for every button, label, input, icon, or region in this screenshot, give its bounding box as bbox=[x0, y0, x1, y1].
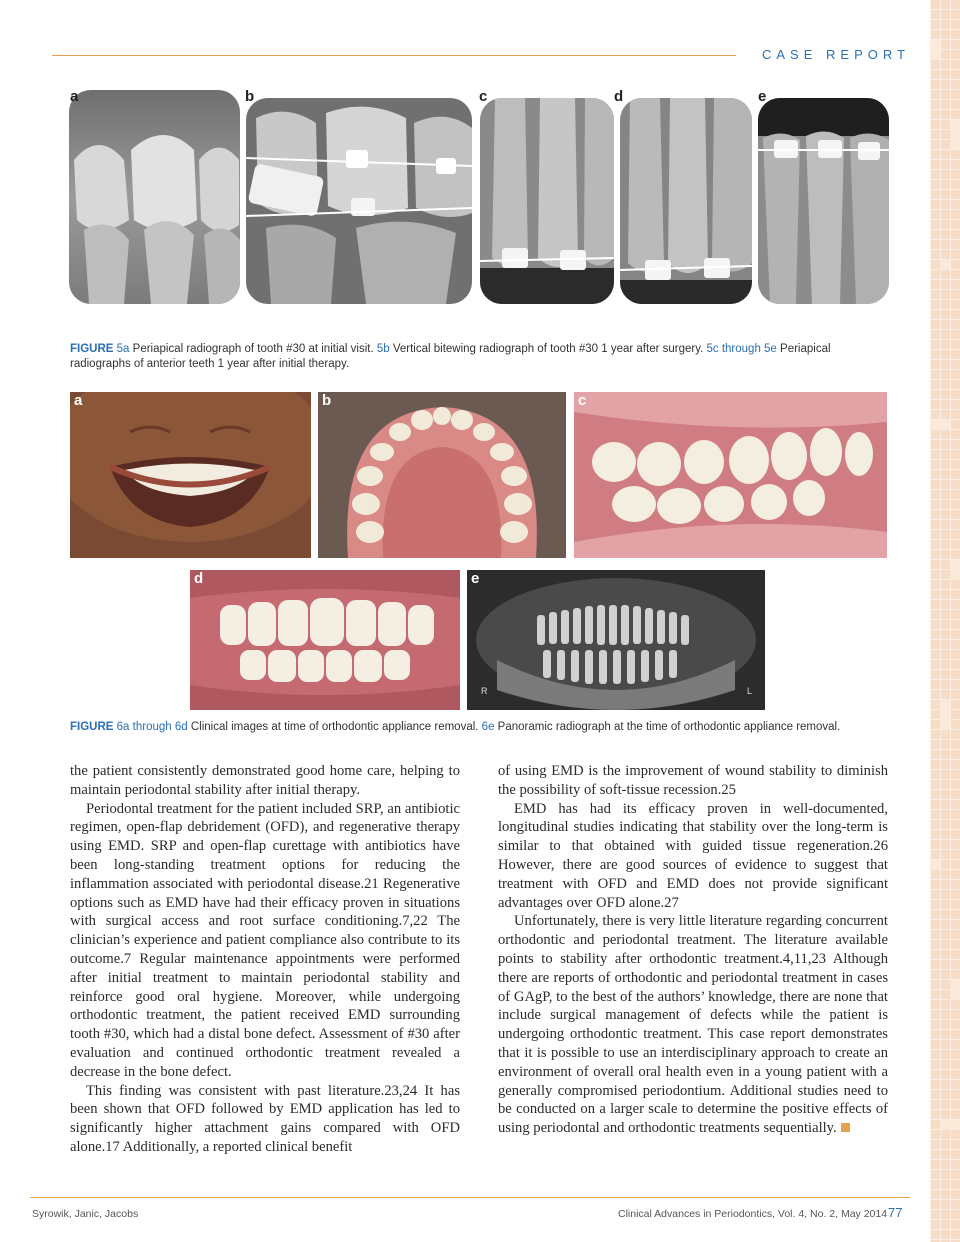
figure-5-label-e: e bbox=[758, 88, 767, 105]
figure-6-label-a: a bbox=[74, 392, 83, 409]
figure-5-caption-key-ce: 5c through 5e bbox=[706, 343, 777, 355]
header-rule bbox=[52, 55, 736, 56]
figure-5-caption-text-a: Periapical radiograph of tooth #30 at initial visit. bbox=[129, 343, 377, 355]
section-label: CASE REPORT bbox=[762, 47, 910, 62]
panoramic-right-marker: R bbox=[481, 686, 488, 696]
figure-5-label-a: a bbox=[70, 88, 79, 105]
figure-6-caption-text-e: Panoramic radiograph at the time of orthodontic appliance removal. bbox=[494, 721, 841, 733]
footer-rule bbox=[30, 1197, 910, 1198]
body-paragraph-text: Unfortunately, there is very little literature regarding concurrent orthodontic and periodontal treatment. The literature available points to stability after orthodontic treatment.4,11,23 Although there are reports of orthodontic and periodontal treatment in cases of GAgP, to the best of the authors’ knowledge, there are none that include surgical management of defects while the patient is undergoing orthodontic treatment. This case report demonstrates that it is possible to use an interdisciplinary approach to create an environment of overall oral health even in a young patient with a generally compromised periodontium. Additional studies need to be conducted on a larger scale to determine the positive effects of using periodontal and orthodontic treatments sequentially. bbox=[498, 913, 888, 1137]
figure-6b-palate-photo bbox=[318, 392, 566, 558]
footer-authors: Syrowik, Janic, Jacobs bbox=[32, 1208, 139, 1220]
figure-5e-radiograph bbox=[758, 98, 889, 304]
panoramic-left-marker: L bbox=[747, 686, 753, 696]
body-column-left bbox=[70, 762, 460, 1157]
body-paragraph: EMD has had its efficacy proven in well-documented, longitudinal studies indicating that stability over the long-term is similar to that obtained with guided tissue regeneration.26 However, there are good sources of evidence to suggest that treatment with OFD and EMD does not provide significant advantages over OFD alone.27 bbox=[498, 800, 888, 911]
figure-5-label-d: d bbox=[614, 88, 624, 105]
decorative-side-strip bbox=[930, 0, 960, 1242]
figure-6-caption-key-ad: 6a through 6d bbox=[116, 721, 188, 733]
figure-5a-radiograph bbox=[69, 90, 240, 304]
figure-5-caption-text-b: Vertical bitewing radiograph of tooth #30 1 year after surgery. bbox=[389, 343, 707, 355]
end-of-article-mark bbox=[841, 1123, 850, 1132]
figure-5-caption-key-b: 5b bbox=[376, 343, 390, 355]
figure-6-label-d: d bbox=[194, 570, 204, 587]
body-paragraph-last bbox=[498, 912, 888, 1138]
page-number: 77 bbox=[888, 1205, 903, 1220]
figure-5b-radiograph bbox=[246, 98, 472, 304]
figure-5-label-b: b bbox=[245, 88, 255, 105]
figure-6-caption bbox=[70, 720, 892, 735]
figure-6-label-c: c bbox=[578, 392, 587, 409]
figure-5-caption bbox=[70, 342, 892, 372]
body-paragraph: Periodontal treatment for the patient included SRP, an antibiotic regimen, open-flap debridement (OFD), and regenerative therapy using EMD. SRP and open-flap curettage with antibiotics have been long-standing treatment options for reducing the inflammation associated with periodontal disease.21 Regenerative options such as EMD have had their efficacy proven in situations with surgical access and root surface conditioning.7,22 The clinician’s experience and patient compliance also contribute to its outcome.7 Regular maintenance appointments were performed after initial treatment to maintain periodontal stability and reinforce good oral hygiene. Moreover, while undergoing orthodontic treatment, the patient received EMD surrounding tooth #30, which had a distal bone defect. Assessment of #30 after evaluation and continued orthodontic treatment revealed a decrease in the bone defect. bbox=[70, 800, 460, 1080]
figure-6c-lateral-photo bbox=[574, 392, 887, 558]
body-paragraph: This finding was consistent with past literature.23,24 It has been shown that OFD followed by EMD application has led to significantly higher attachment gains compared with OFD alone.17 Additionally, a reported clinical benefit bbox=[70, 1082, 460, 1155]
figure-6-caption-label: FIGURE bbox=[70, 721, 114, 733]
footer-journal: Clinical Advances in Periodontics, Vol. 4, No. 2, May 2014 bbox=[618, 1208, 888, 1220]
figure-5-caption-key-a: 5a bbox=[116, 343, 130, 355]
body-column-right bbox=[498, 762, 888, 1138]
figure-6d-frontal-photo bbox=[190, 570, 460, 710]
figure-6-caption-key-e: 6e bbox=[481, 721, 495, 733]
figure-5-caption-text-ce: Periapical radiographs of anterior teeth 1 year after initial therapy. bbox=[70, 343, 831, 370]
figure-6-caption-text-ad: Clinical images at time of orthodontic appliance removal. bbox=[187, 721, 482, 733]
figure-6a-smile-photo bbox=[70, 392, 311, 558]
figure-6-label-e: e bbox=[471, 570, 480, 587]
body-paragraph: the patient consistently demonstrated good home care, helping to maintain periodontal stability after initial therapy. bbox=[70, 763, 460, 798]
figure-5-label-c: c bbox=[479, 88, 488, 105]
figure-5d-radiograph bbox=[620, 98, 752, 304]
figure-5c-radiograph bbox=[480, 98, 614, 304]
body-paragraph: of using EMD is the improvement of wound stability to diminish the possibility of soft-tissue recession.25 bbox=[498, 763, 888, 798]
figure-6-label-b: b bbox=[322, 392, 332, 409]
figure-5-caption-label: FIGURE bbox=[70, 343, 114, 355]
figure-6e-panoramic-radiograph bbox=[467, 570, 765, 710]
